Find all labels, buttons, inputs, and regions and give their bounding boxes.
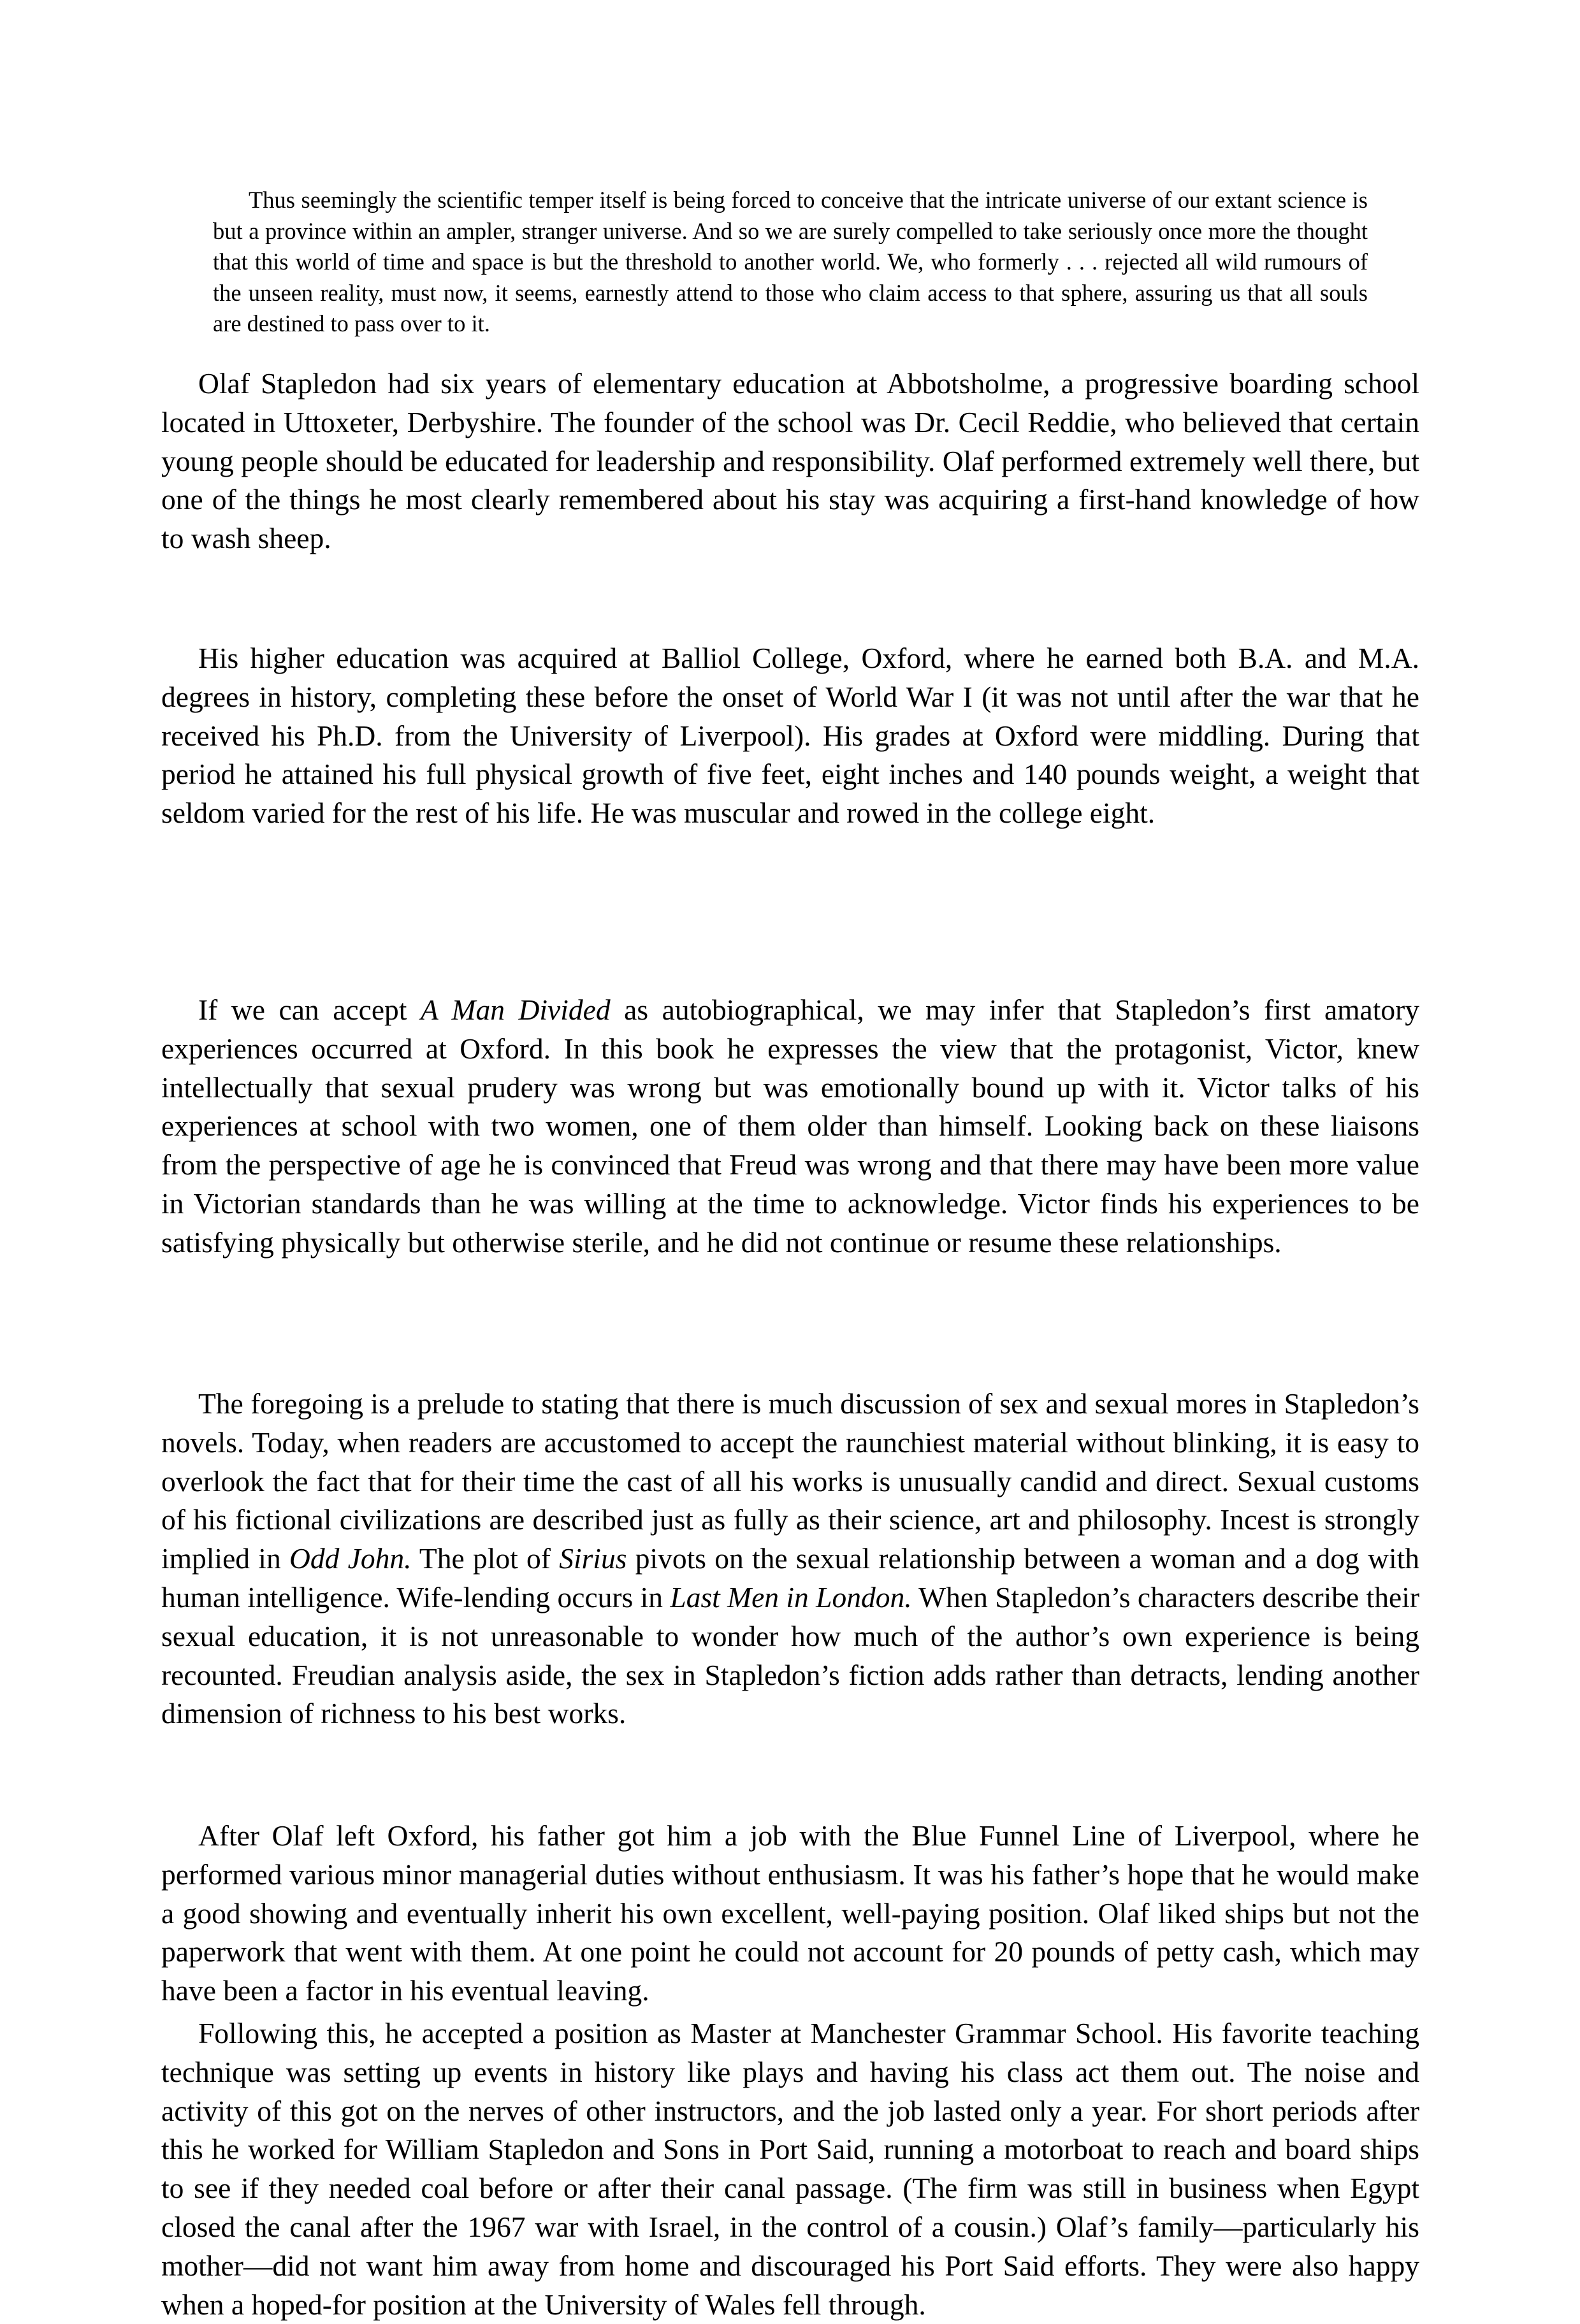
paragraph-text: When Stapledon’s characters describe their sexual education, it is not unreasonable to wonder how much of the author’s own experience is being recounted. Freudian analysis aside, the sex in Stapledon’s fiction adds rather than detracts, lending another dimension of richness to his best works. <box>161 1580 1419 1730</box>
paragraph-text: pivots on the sexual relationship between a woman and a dog with human intelligence. Wife-lending occurs in <box>161 1542 1419 1613</box>
paragraph-text: as autobiographical, we may infer that Stapledon’s first amatory experiences occurred at Oxford. In this book he expresses the view that the protagonist, Victor, knew intellectually that sexual prudery was wrong but was emotionally bound up with it. Victor talks of his experiences at school with two women, one of them older than himself. Looking back on these liaisons from the perspective of age he is convinced that Freud was wrong and that there may have been more value in Victorian standards than he was willing at the time to acknowledge. Victor finds his experiences to be satisfying physically but otherwise sterile, and he did not continue or resume these relationships. <box>161 993 1420 1259</box>
paragraph-blue-funnel-line: After Olaf left Oxford, his father got him a job with the Blue Funnel Line of Liverpool, where he performed various minor managerial duties without enthusiasm. It was his father’s hope that he would make a good showing and eventually inherit his own excellent, well-paying position. Olaf liked ships but not the paperwork that went with them. At one point he could not account for 20 pounds of petty cash, which may have been a factor in his eventual leaving. <box>161 1819 1419 2007</box>
paragraph-abbotsholme: Olaf Stapledon had six years of elementary education at Abbotsholme, a progressive boarding school located in Uttoxeter, Derbyshire. The founder of the school was Dr. Cecil Reddie, who believed that certain young people should be educated for leadership and responsibility. Olaf performed extremely well there, but one of the things he most clearly remembered about his stay was acquiring a first-hand knowledge of how to wash sheep. <box>161 367 1419 555</box>
paragraph-balliol-college: His higher education was acquired at Balliol College, Oxford, where he earned both B.A. and M.A. degrees in history, completing these before the onset of World War I (it was not until after the war that he received his Ph.D. from the University of Liverpool). His grades at Oxford were middling. During that period he attained his full physical growth of five feet, eight inches and 140 pounds weight, a weight that seldom varied for the rest of his life. He was muscular and rowed in the college eight. <box>161 642 1419 830</box>
book-title: Sirius <box>559 1542 627 1575</box>
paragraph-text: The foregoing is a prelude to stating that there is much discussion of sex and sexual mores in Stapledon’s novels. Today, when readers are accustomed to accept the raunchiest material without blinking, it is easy to overlook the fact that for their time the cast of all his works is unusually candid and direct. Sexual customs of his fictional civilizations are described just as fully as their science, art and philosophy. Incest is strongly implied in <box>161 1387 1419 1575</box>
paragraph-text: If we can accept <box>198 993 421 1026</box>
book-title: Last Men in London. <box>670 1580 912 1613</box>
book-title: A Man Divided <box>421 993 611 1026</box>
block-quote: Thus seemingly the scientific temper itself is being forced to conceive that the intricate universe of our extant science is but a province within an ampler, stranger universe. And so we are surely compelled to take seriously once more the thought that this world of time and space is but the threshold to another world. We, who formerly . . . rejected all wild rumours of the unseen reality, must now, it seems, earnestly attend to those who claim access to that sphere, assuring us that all souls are destined to pass over to it. <box>213 187 1368 337</box>
paragraph-sexual-mores <box>161 1385 1419 1733</box>
paragraph-a-man-divided <box>161 991 1419 1262</box>
book-title: Odd John. <box>289 1542 412 1575</box>
paragraph-manchester-grammar: Following this, he accepted a position as Master at Manchester Grammar School. His favorite teaching technique was setting up events in history like plays and having his class act them out. The noise and activity of this got on the nerves of other instructors, and the job lasted only a year. For short periods after this he worked for William Stapledon and Sons in Port Said, running a motorboat to reach and board ships to see if they needed coal before or after their canal passage. (The firm was still in business when Egypt closed the canal after the 1967 war with Israel, in the control of a cousin.) Olaf’s family—particularly his mother—did not want him away from home and discouraged his Port Said efforts. They were also happy when a hoped-for position at the University of Wales fell through. <box>161 2017 1419 2321</box>
paragraph-text: The plot of <box>411 1542 560 1575</box>
